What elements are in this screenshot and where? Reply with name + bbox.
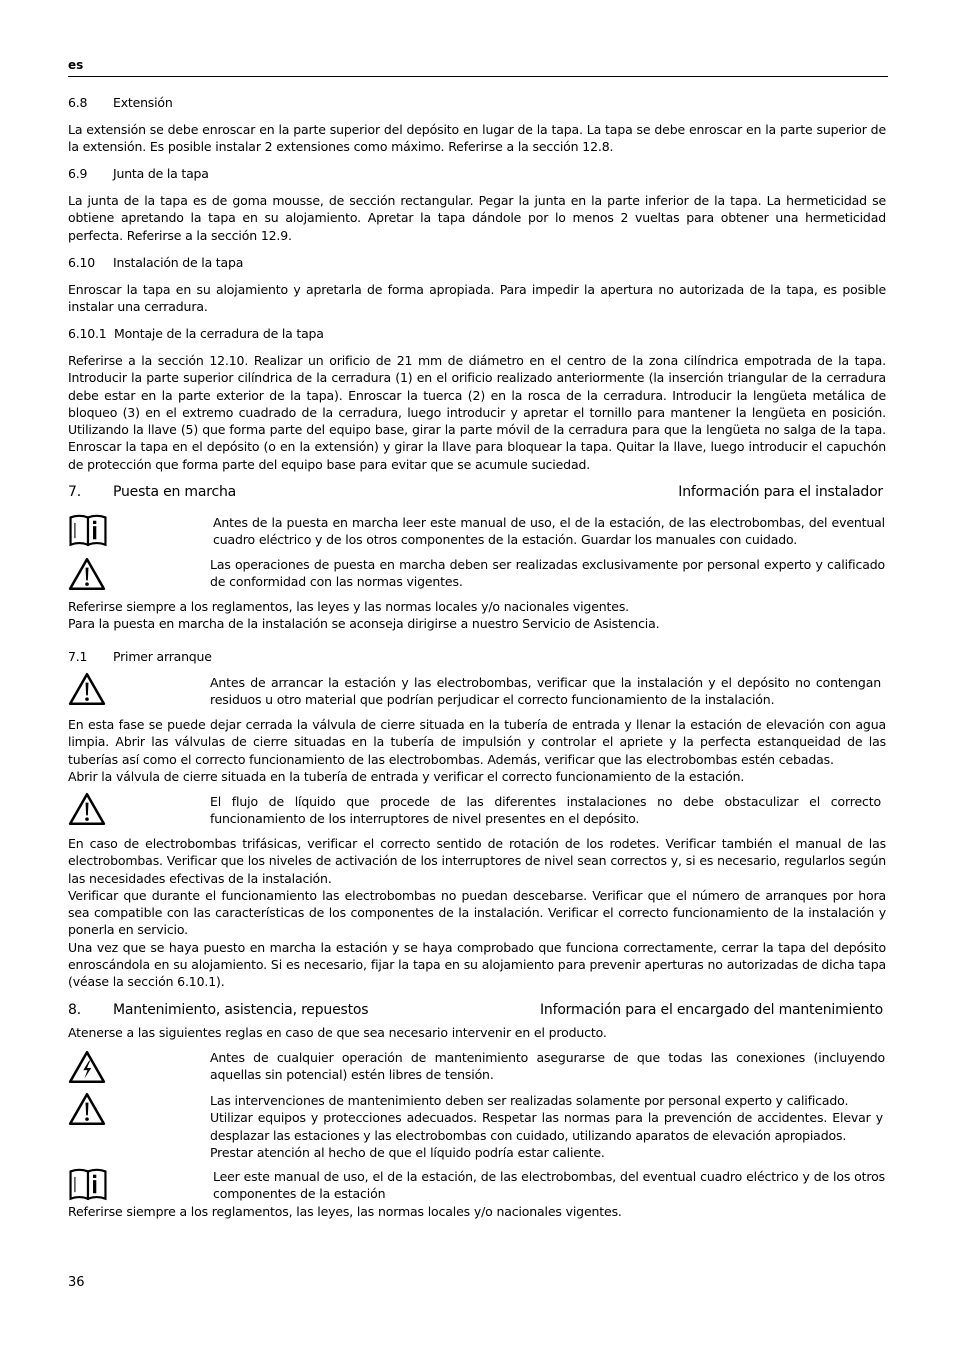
section-number: 6.10 [68,255,96,270]
section-title: Primer arranque [113,649,212,664]
electrical-warning-note: Antes de cualquier operación de mantenimiento asegurarse de que todas las conexiones (incluyendo aquellas sin potencial) estén libres de tensión. [210,1050,885,1083]
warning-icon [68,1092,106,1126]
chapter-number: 7. [68,484,81,500]
section-6-10-1-heading [68,326,324,341]
section-6-8-heading [68,95,173,110]
section-title: Junta de la tapa [113,166,209,181]
warning-icon [68,792,106,826]
section-title: Montaje de la cerradura de la tapa [114,326,324,341]
electrical-hazard-icon [68,1050,106,1084]
section-6-10-body: Enroscar la tapa en su alojamiento y apretarla de forma apropiada. Para impedir la apertura no autorizada de la tapa, es posible instalar una cerradura. [68,282,886,315]
warning-note: Antes de arrancar la estación y las electrobombas, verificar que la instalación y el depósito no contengan residuos u otro material que podrían perjudicar el correcto funcionamiento de la instalación. [210,675,881,708]
read-manual-icon [68,1166,108,1202]
section-7-1-body-1: En esta fase se puede dejar cerrada la válvula de cierre situada en la tubería de entrada y llenar la estación de elevación con agua limpia. Abrir las válvulas de cierre situadas en la tubería de impulsión y controlar el apriete y la perfecta estanqueidad de las tuberías así como el correcto funcionamiento de las electrobombas. Además, verificar que las electrobombas estén cebadas. Abrir la válvula de cierre situada en la tubería de entrada y verificar el correcto funcionamiento de la estación. [68,717,886,784]
audience-label: Información para el instalador [678,484,883,500]
chapter-title: Puesta en marcha [113,484,237,500]
chapter-8-body: Referirse siempre a los reglamentos, las leyes, las normas locales y/o nacionales vigentes. [68,1204,622,1219]
chapter-7-body: Referirse siempre a los reglamentos, las leyes y las normas locales y/o nacionales vigentes. Para la puesta en marcha de la instalación se aconseja dirigirse a nuestro Servicio de Asistencia. [68,599,660,632]
warning-note: Las intervenciones de mantenimiento deben ser realizadas solamente por personal experto y calificado. Utilizar equipos y protecciones adecuados. Respetar las normas para la prevención de accidentes. Elevar y desplazar las estaciones y las electrobombas con cuidado, utilizando aparatos de elevación apropiados. Prestar atención al hecho de que el líquido podría estar caliente. [210,1093,883,1160]
chapter-number: 8. [68,1002,81,1018]
chapter-title: Mantenimiento, asistencia, repuestos [113,1002,369,1018]
section-6-9-heading [68,166,209,181]
read-manual-note: Leer este manual de uso, el de la estación, de las electrobombas, del eventual cuadro eléctrico y de los otros componentes de la estación [213,1169,885,1202]
audience-label: Información para el encargado del mantenimiento [539,1002,883,1018]
chapter-8-heading [68,1002,883,1018]
warning-note: El flujo de líquido que procede de las diferentes instalaciones no debe obstaculizar el correcto funcionamiento de los interruptores de nivel presentes en el depósito. [210,794,881,827]
warning-icon [68,557,106,591]
language-code: es [68,58,84,72]
header-rule [68,76,888,77]
read-manual-note: Antes de la puesta en marcha leer este manual de uso, el de la estación, de las electrobombas, del eventual cuadro eléctrico y de los otros componentes de la estación. Guardar los manuales con cuidado. [213,515,885,548]
section-number: 6.8 [68,95,88,110]
section-6-8-body: La extensión se debe enroscar en la parte superior del depósito en lugar de la tapa. La tapa se debe enroscar en la parte superior de la extensión. Es posible instalar 2 extensiones como máximo. Referirse a la sección 12.8. [68,122,886,155]
chapter-7-heading [68,484,883,500]
warning-note: Las operaciones de puesta en marcha deben ser realizadas exclusivamente por personal experto y calificado de conformidad con las normas vigentes. [210,557,885,590]
page-number: 36 [68,1275,85,1290]
section-title: Instalación de la tapa [113,255,244,270]
section-number: 6.10.1 [68,326,107,341]
section-7-1-body-2: En caso de electrobombas trifásicas, verificar el correcto sentido de rotación de los rodetes. Verificar también el manual de las electrobombas. Verificar que los niveles de activación de los interruptores de nivel sean correctos y, si es necesario, regularlos según las necesidades efectivas de la instalación. Verificar que durante el funcionamiento las electrobombas no puedan descebarse. Verificar que el número de arranques por hora sea compatible con las características de los componentes de la instalación. Verificar el correcto funcionamiento de la instalación y ponerla en servicio. Una vez que se haya puesto en marcha la estación y se haya comprobado que funciona correctamente, cerrar la tapa del depósito enroscándola en su alojamiento. Si es necesario, fijar la tapa en su alojamiento para prevenir aperturas no autorizadas de dicha tapa (véase la sección 6.10.1). [68,836,886,990]
section-number: 6.9 [68,166,88,181]
section-7-1-heading [68,649,212,664]
section-6-10-1-body: Referirse a la sección 12.10. Realizar un orificio de 21 mm de diámetro en el centro de la zona cilíndrica empotrada de la tapa. Introducir la parte superior cilíndrica de la cerradura (1) en el orificio realizado anteriormente (la inserción triangular de la cerradura debe estar en la parte exterior de la tapa). Enroscar la tuerca (2) en la rosca de la cerradura. Introducir la lengüeta metálica de bloqueo (3) en el extremo cuadrado de la cerradura, luego introducir y apretar el tornillo para mantener la lengüeta en posición. Utilizando la llave (5) que forma parte del equipo base, girar la parte móvil de la cerradura para que la lengüeta no salga de la tapa. Enroscar la tapa en el depósito (o en la extensión) y girar la llave para bloquear la tapa. Quitar la llave, luego introducir el capuchón de protección que forma parte del equipo base para evitar que se acumule suciedad. [68,353,886,472]
warning-icon [68,672,106,706]
section-title: Extensión [113,95,173,110]
chapter-8-intro: Atenerse a las siguientes reglas en caso de que sea necesario intervenir en el producto. [68,1025,607,1040]
section-number: 7.1 [68,649,88,664]
read-manual-icon [68,512,108,548]
section-6-9-body: La junta de la tapa es de goma mousse, de sección rectangular. Pegar la junta en la parte inferior de la tapa. La hermeticidad se obtiene apretando la tapa en su alojamiento. Apretar la tapa dándole por lo menos 2 vueltas para obtener una hermeticidad perfecta. Referirse a la sección 12.9. [68,193,886,243]
section-6-10-heading [68,255,243,270]
